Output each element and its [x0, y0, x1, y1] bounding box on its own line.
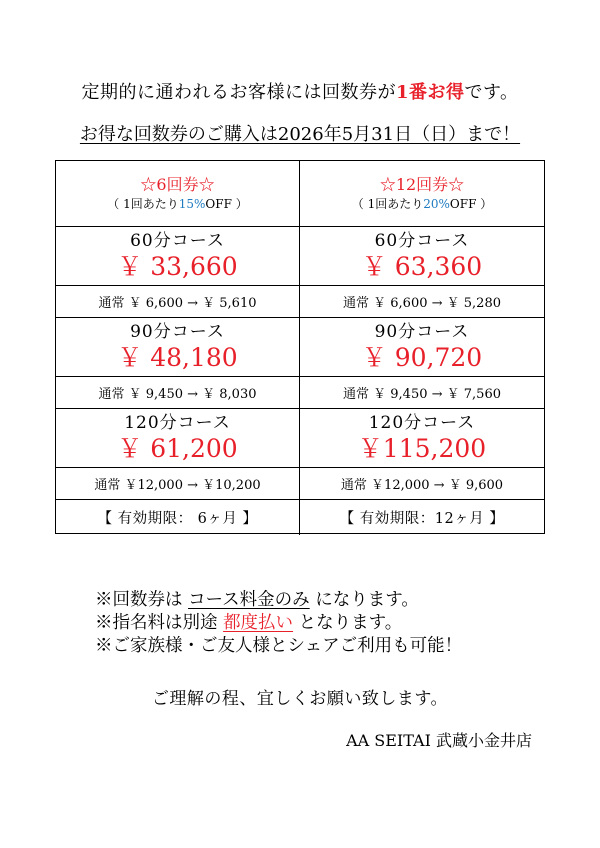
- course-120-6: [56, 409, 300, 468]
- note-course-only: ※回数券は コース料金のみ になります。: [95, 590, 419, 610]
- regular-price-90-6: 通常 ￥ 9,450 → ￥ 8,030: [56, 377, 300, 409]
- closing-message: ご理解の程、宜しくお願い致します。: [151, 689, 449, 709]
- coupon-table: [55, 160, 545, 534]
- course-90-12: [300, 318, 544, 377]
- course-120-12: [300, 409, 544, 468]
- note-nomination-fee: ※指名料は別途 都度払い となります。: [95, 613, 403, 633]
- course-price: ￥ 33,660: [117, 252, 238, 281]
- course-name: 90分コース: [130, 322, 225, 342]
- validity-12: 【 有効期限：12ヶ月 】: [339, 511, 505, 527]
- plan-title-12: ☆12回券☆: [379, 174, 465, 194]
- course-price: ￥ 61,200: [117, 434, 238, 463]
- plan-discount-12: （ 1回あたり20%OFF ）: [351, 196, 493, 211]
- course-60-6: [56, 227, 300, 286]
- regular-price-90-12: 通常 ￥ 9,450 → ￥ 7,560: [300, 377, 544, 409]
- headline-text: 定期的に通われるお客様には回数券が: [81, 82, 396, 103]
- regular-price-60-12: 通常 ￥ 6,600 → ￥ 5,280: [300, 286, 544, 318]
- regular-price-120-6: 通常 ￥12,000 → ￥10,200: [56, 468, 300, 500]
- regular-price-120-12: 通常 ￥12,000 → ￥ 9,600: [300, 468, 544, 500]
- course-60-12: [300, 227, 544, 286]
- course-name: 120分コース: [124, 413, 231, 433]
- plan-discount-6: （ 1回あたり15%OFF ）: [107, 196, 248, 211]
- course-name: 60分コース: [130, 231, 225, 251]
- store-name: AA SEITAI 武蔵小金井店: [346, 731, 532, 750]
- regular-price-60-6: 通常 ￥ 6,600 → ￥ 5,610: [56, 286, 300, 318]
- plan-header-6: [56, 161, 300, 227]
- course-price: ￥ 48,180: [117, 343, 238, 372]
- validity-6: 【 有効期限： 6ヶ月 】: [56, 500, 300, 535]
- note-sharing: ※ご家族様・ご友人様とシェアご利用も可能！: [95, 636, 463, 656]
- headline-accent: 1番お得: [395, 82, 465, 103]
- course-name: 120分コース: [368, 413, 476, 433]
- purchase-deadline: お得な回数券のご購入は2026年5月31日（日）まで！: [79, 124, 521, 145]
- course-price: ￥ 90,720: [361, 343, 483, 372]
- headline: [0, 78, 600, 104]
- course-name: 60分コース: [374, 231, 470, 251]
- course-price: ￥ 63,360: [361, 252, 483, 281]
- course-name: 90分コース: [374, 322, 470, 342]
- course-90-6: [56, 318, 300, 377]
- plan-header-12: [300, 161, 544, 227]
- plan-title-6: ☆6回券☆: [140, 174, 215, 194]
- headline-text-end: です。: [464, 82, 519, 103]
- course-price: ￥115,200: [357, 434, 487, 463]
- notes: [95, 589, 462, 658]
